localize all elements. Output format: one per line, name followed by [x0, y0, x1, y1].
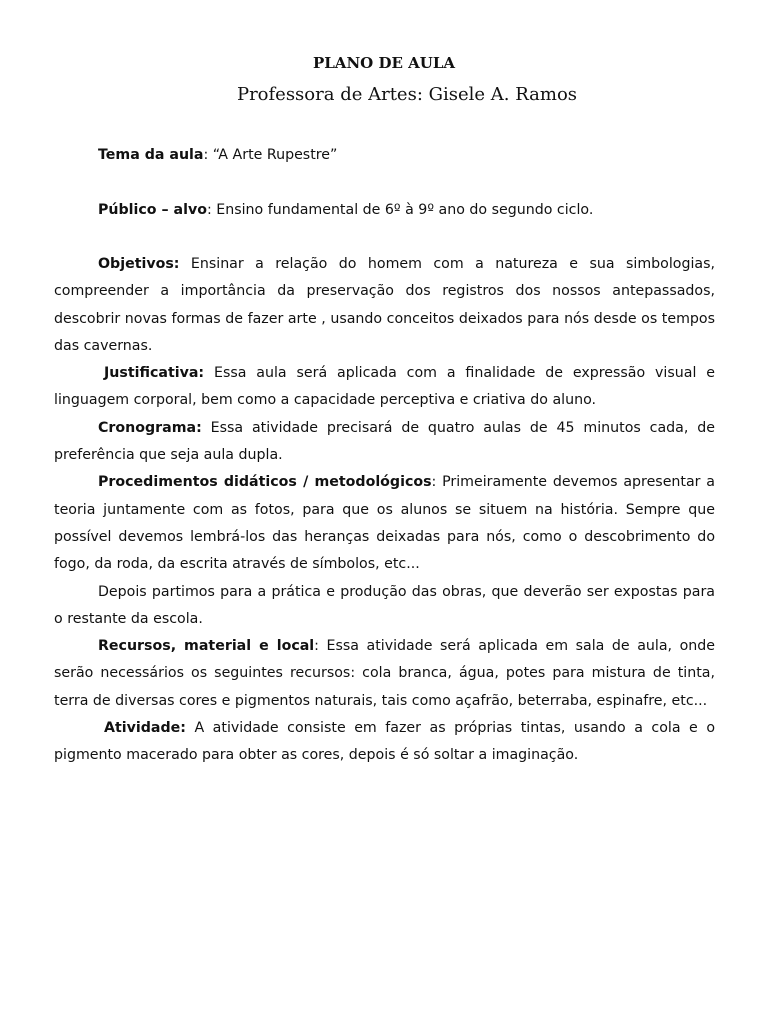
- tema-line: [98, 145, 337, 165]
- tema-label: Tema da aula: [98, 147, 204, 163]
- tema-text: : “A Arte Rupestre”: [203, 147, 338, 163]
- atividade-label: Atividade:: [104, 720, 186, 737]
- depois-paragraph: [54, 579, 715, 634]
- document-body: [54, 251, 715, 770]
- recursos-text: : Essa atividade será aplicada em sala de aula, onde serão necessários os seguintes recursos: cola branca, água, potes para mistura de tinta, terra de diversas cores e pigmentos naturais, tais como açafrão, beterraba, espinafre, etc...: [54, 638, 715, 709]
- atividade-text: A atividade consiste em fazer as próprias tintas, usando a cola e o pigmento macerado para obter as cores, depois é só soltar a imaginação.: [54, 720, 715, 764]
- document-title: PLANO DE AULA: [312, 54, 456, 72]
- justificativa-label: Justificativa:: [104, 365, 205, 382]
- document-subtitle: Professora de Artes: Gisele A. Ramos: [236, 84, 578, 105]
- cronograma-text: Essa atividade precisará de quatro aulas de 45 minutos cada, de preferência que seja aula dupla.: [54, 419, 715, 464]
- depois-text: Depois partimos para a prática e produção das obras, que deverão ser expostas para o restante da escola.: [54, 583, 715, 627]
- publico-text: : Ensino fundamental de 6º à 9º ano do segundo ciclo.: [206, 202, 594, 218]
- publico-line: [98, 200, 593, 220]
- objetivos-text: Ensinar a relação do homem com a natureza e sua simbologias, compreender a importância da preservação dos registros dos nossos antepassados, descobrir novas formas de fazer arte , usando conceitos deixados para nós desde os tempos das cavernas.: [54, 256, 715, 354]
- objetivos-paragraph: [54, 251, 715, 360]
- justificativa-text: Essa aula será aplicada com a finalidade de expressão visual e linguagem corporal, bem como a capacidade perceptiva e criativa do aluno.: [54, 365, 715, 409]
- recursos-paragraph: [54, 633, 715, 715]
- procedimentos-text: : Primeiramente devemos apresentar a teoria juntamente com as fotos, para que os alunos se situem na história. Sempre que possível devemos lembrá-los das heranças deixadas para nós, como o descobrimento do fogo, da roda, da escrita através de símbolos, etc...: [54, 474, 715, 573]
- cronograma-paragraph: [54, 415, 715, 470]
- objetivos-label: Objetivos:: [98, 256, 180, 272]
- atividade-paragraph: [54, 715, 715, 770]
- recursos-label: Recursos, material e local: [98, 638, 315, 655]
- publico-label: Público – alvo: [98, 202, 207, 218]
- cronograma-label: Cronograma:: [98, 419, 202, 436]
- procedimentos-paragraph: [54, 469, 715, 578]
- justificativa-paragraph: [54, 360, 715, 415]
- procedimentos-label: Procedimentos didáticos / metodológicos: [98, 474, 432, 491]
